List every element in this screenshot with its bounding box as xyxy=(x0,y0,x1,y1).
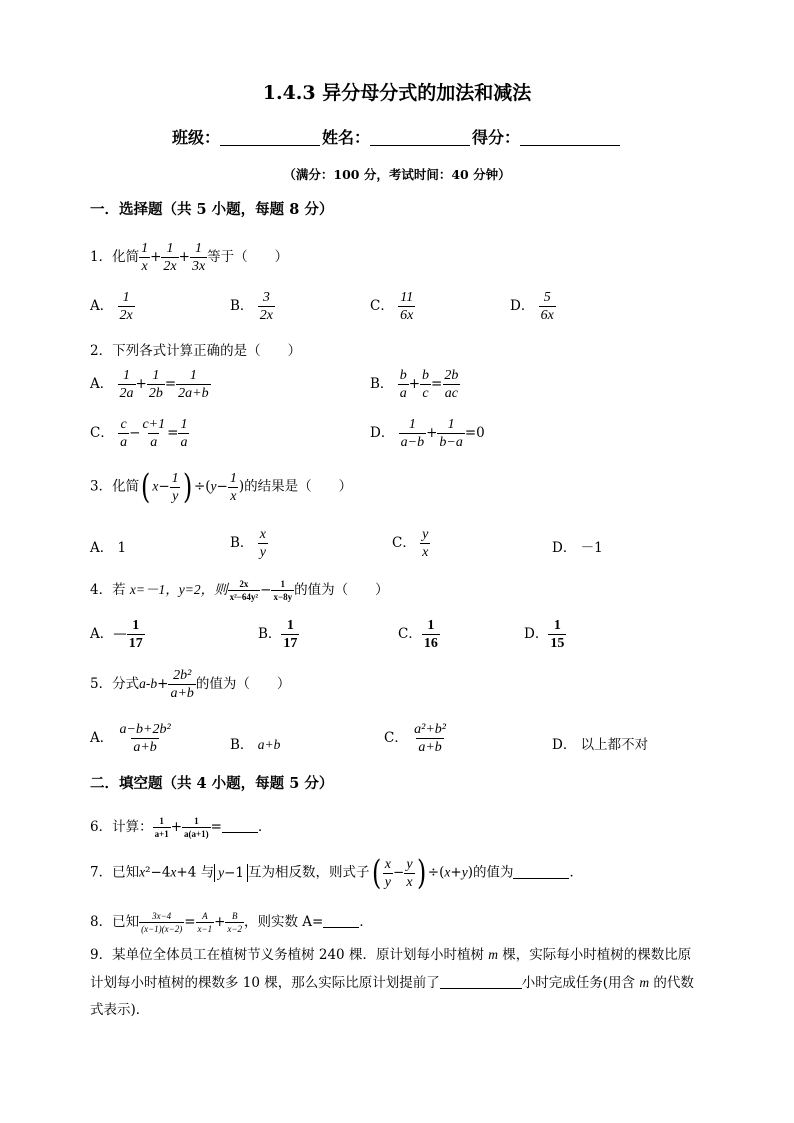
q7-answer-blank[interactable] xyxy=(513,866,569,879)
q5-option-d[interactable]: D． 以上都不对 xyxy=(552,737,649,753)
q1-option-c[interactable]: C． $\frac{11}{6x}$ xyxy=(370,290,414,323)
q8-answer-blank[interactable] xyxy=(323,915,359,928)
class-blank[interactable] xyxy=(220,129,320,146)
class-label: 班级： xyxy=(171,128,220,147)
question-5: 5．分式a-b+ $\frac{\text{2b²}}{a+b}$ 的值为（ ） xyxy=(90,668,291,701)
q5-option-c[interactable]: C． $\frac{\text{a²+b²}}{a+b}$ xyxy=(384,722,446,755)
question-4: 4．若 x=－1，y=2，则 $\frac{2x}{\text{x²−64y²}}$ − $\frac{1}{x-8y}$ 的值为（ ） xyxy=(90,579,389,602)
q3-option-c[interactable]: C． $\frac{y}{x}$ xyxy=(392,527,429,560)
q3-option-a[interactable]: A． 1 xyxy=(90,540,127,556)
score-blank[interactable] xyxy=(520,129,620,146)
q4-option-b[interactable]: B． $\frac{1}{17}$ xyxy=(258,618,298,651)
score-note: （满分：100 分，考试时间：40 分钟） xyxy=(283,167,511,182)
q9-answer-blank[interactable] xyxy=(440,976,522,989)
q1-option-d[interactable]: D． $\frac{5}{6x}$ xyxy=(510,290,554,323)
q1-option-b[interactable]: B． $\frac{3}{2x}$ xyxy=(230,290,273,323)
name-blank[interactable] xyxy=(370,129,470,146)
q4-option-a[interactable]: A．— $\frac{1}{17}$ xyxy=(90,618,143,651)
question-7: 7．已知x²−4x+4 与 y−1 互为相反数，则式子( $\frac{x}{y}$ − $\frac{y}{x}$ ) ÷(x+y)的值为 ． xyxy=(90,853,583,893)
q2-option-c[interactable]: C． $\frac{c}{a}$ − $\frac{c+1}{a}$ = $\frac{1}{a}$ xyxy=(90,417,188,450)
q2-option-d[interactable]: D． $\frac{1}{a-b}$ + $\frac{1}{b-a}$ =0 xyxy=(370,417,485,450)
student-info-row xyxy=(0,125,794,148)
question-6: 6．计算： $\frac{1}{a+1}$ + $\frac{1}{a(a+1)}$ = ． xyxy=(90,816,272,839)
question-1: 1．化简 $\frac{1}{x}$ + $\frac{1}{2x}$ + $\frac{1}{3x}$ 等于（ ） xyxy=(90,241,289,274)
page-title: 1.4.3 异分母分式的加法和减法 xyxy=(262,82,532,104)
q2-option-a[interactable]: A． $\frac{1}{2a}$ + $\frac{1}{2b}$ = $\frac{1}{2a+b}$ xyxy=(90,368,209,401)
q4-option-d[interactable]: D． $\frac{1}{15}$ xyxy=(524,618,565,651)
section-1-heading: 一．选择题（共 5 小题，每题 8 分） xyxy=(90,201,334,218)
q3-option-b[interactable]: B． $\frac{x}{y}$ xyxy=(230,527,266,560)
q5-option-a[interactable]: A． $\frac{\text{a−b+2b²}}{a+b}$ xyxy=(90,722,171,755)
q3-option-d[interactable]: D． －1 xyxy=(552,540,603,556)
question-9: 9．某单位全体员工在植树节义务植树 240 棵．原计划每小时植树 m 棵，实际每小时植树的棵数比原 计划每小时植树的棵数多 10 棵，那么实际比原计划提前了 小时完成任务(用含 m 的代数 式表示)． xyxy=(90,947,694,1018)
section-2-heading: 二．填空题（共 4 小题，每题 5 分） xyxy=(90,775,334,792)
q4-option-c[interactable]: C． $\frac{1}{16}$ xyxy=(398,618,438,651)
score-label: 得分： xyxy=(472,128,521,147)
question-8: 8．已知 $\frac{3x-4}{(x-1)(x-2)}$ = $\frac{A}{x-1}$ + $\frac{B}{x-2}$ ，则实数 A= ． xyxy=(90,911,373,934)
q6-answer-blank[interactable] xyxy=(222,820,258,833)
q2-option-b[interactable]: B． $\frac{b}{a}$ + $\frac{b}{c}$ = $\frac{2b}{ac}$ xyxy=(370,368,459,401)
question-2: 2．下列各式计算正确的是（ ） xyxy=(90,343,302,359)
name-label: 姓名： xyxy=(321,128,370,147)
q1-option-a[interactable]: A． $\frac{1}{2x}$ xyxy=(90,290,133,323)
q5-option-b[interactable]: B． a+b xyxy=(230,737,281,753)
question-3: 3．化简( x− $\frac{1}{y}$ ) ÷(y− $\frac{1}{x}$ )的结果是（ ） xyxy=(90,467,353,507)
